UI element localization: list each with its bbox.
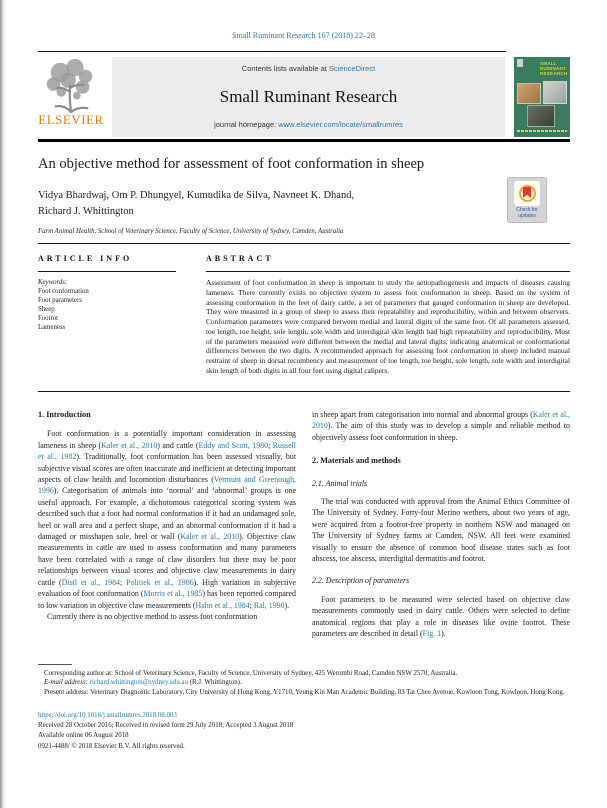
- citation-link[interactable]: Vermunt and Greenough, 1996: [38, 475, 297, 496]
- keywords-label: Keywords:: [38, 279, 68, 286]
- cover-goat-photo: [517, 83, 541, 104]
- abstract-text: Assessment of foot conformation in sheep is important to study the aetiopathogenesis and impacts of diseases causing lameness. There currently exists no objective system to assess foot conformation in sheep. Based on the system of assessing conformation in the feet of dairy cattle, a set of parameters that gauged conformation in sheep are developed. They were measured in a group of sheep to assess their repeatability and reproducibility, within and between observers. Conformation parameters were compared between medial and lateral digits of the same foot. Of all parameters assessed, toe length, toe height, sole length, sole width and interdigital skin length had high repeatability and reproducibility. Most of the parameters measured were different between the medial and lateral digits, indicating anatomical or conformational differences between the two digits. A recommended approach for assessing foot conformation in sheep included manual restraint of sheep in dorsal recumbency and measurement of toe length, toe height, sole length, sole width and interdigital skin length of both digits in all four feet using digital calipers.: [206, 278, 570, 375]
- animal-trials-heading: 2.1. Animal trials: [312, 478, 368, 488]
- corresponding-author-note: Corresponding author at: School of Veterinary Science, Faculty of Science, University of Sydney, 425 Werombi Road, Camden NSW 2570, Australia.: [44, 670, 458, 677]
- intro-paragraph-1: Foot conformation is a potentially important consideration in assessing lameness in sheep (Kaler et al., 2010) and cattle (Eddy and Scott, 1980; Russell et al., 1982). Traditionally, foot conformation has been assessed visually, but subjective visual scores are often inaccurate and inefficient at detecting important aspects of claw health and locomotion disturbances (Vermunt and Greenough, 1996). Categorisation of animals into ‘normal’ and ‘abnormal’ groups is one useful approach. For example, a dichotomous categorical scoring system was described such that a foot had normal conformation if it had an undamaged sole, heel or wall area and a perfect shape, and an abnormal conformation if it had a damaged or misshapen sole, heel or wall (Kaler et al., 2010). Objective claw measurements in cattle are used to assess conformation and many parameters have been correlated with a range of claw disorders but there may be poor relationships between visual scores and objective claw measurements in dairy cattle (Distl et al., 1984; Politiek et al., 1986). High variation in subjective evaluation of foot conformation (Morris et al., 1985) has been reported compared to low variation in objective claw measurements (Hahn et al., 1984; Ral, 1990).: [38, 429, 297, 610]
- keyword-item: Footrot: [38, 314, 59, 322]
- elsevier-tree-icon: [42, 57, 100, 115]
- citation-link[interactable]: Morris et al., 1985: [143, 589, 203, 599]
- citation-link[interactable]: Kaler et al., 2010: [101, 440, 158, 450]
- citation-link[interactable]: Kaler et al., 2010: [312, 410, 570, 431]
- article-title: An objective method for assessment of foot conformation in sheep: [38, 156, 425, 172]
- email-link[interactable]: richard.whittington@sydney.edu.au: [89, 679, 189, 687]
- check-label-line2: updates: [518, 213, 536, 219]
- homepage-prefix: journal homepage:: [214, 120, 279, 129]
- citation-link[interactable]: Hahn et al., 1984: [195, 600, 250, 610]
- sciencedirect-link[interactable]: ScienceDirect: [328, 64, 376, 73]
- article-info-heading: ARTICLE INFO: [38, 254, 133, 263]
- parameters-heading: 2.2. Description of parameters: [312, 576, 410, 586]
- cover-text-strip: [517, 130, 567, 132]
- citation-link[interactable]: Politiek et al., 1986: [126, 577, 194, 587]
- email-label: E-mail address:: [44, 679, 88, 687]
- rule-banner-bottom: [38, 139, 570, 142]
- email-note: [38, 678, 570, 687]
- check-label-line1: Check for: [516, 207, 538, 213]
- check-for-updates-badge[interactable]: [507, 177, 547, 223]
- page-citation: Small Ruminant Research 167 (2018) 22–28: [232, 31, 375, 40]
- email-tail: (R.J. Whittington).: [188, 679, 242, 687]
- footnotes: [38, 669, 570, 697]
- body-column-left: [38, 409, 296, 622]
- journal-banner: [112, 57, 505, 137]
- cover-dark-goat-photo: [527, 105, 555, 127]
- citation-link[interactable]: Eddy and Scott, 1980: [198, 440, 269, 450]
- journal-homepage-link[interactable]: www.elsevier.com/locate/smallrumres: [278, 120, 403, 129]
- received-dates: Received 28 October 2016; Received in revised form 29 July 2018; Accepted 3 August 2018: [38, 722, 294, 730]
- citation-link[interactable]: Ral, 1990: [253, 600, 285, 610]
- abstract-heading: ABSTRACT: [206, 254, 274, 263]
- keyword-item: Foot conformation: [38, 288, 89, 295]
- rule-under-abstract: [38, 391, 570, 392]
- scan-edge: [0, 0, 7, 808]
- intro-paragraph-2: Currently there is no objective method to assess foot conformation: [47, 611, 258, 621]
- journal-cover-thumbnail[interactable]: [514, 57, 570, 137]
- elsevier-wordmark: ELSEVIER: [38, 112, 104, 127]
- homepage-line: [112, 120, 505, 129]
- parameters-paragraph: Foot parameters to be measured were selected based on objective claw measurements commonly used in dairy cattle. Others were selected to define anatomical regions that play a role in diseases like ovine footrot. These parameters are described in detail (Fig. 1).: [312, 594, 570, 639]
- methods-heading: 2. Materials and methods: [312, 456, 401, 466]
- intro-continued-paragraph: in sheep apart from categorisation into normal and abnormal groups (Kaler et al., 2010). The aim of this study was to develop a simple and reliable method to objectively assess foot conformation in sheep.: [312, 410, 570, 442]
- animal-trials-paragraph: The trial was conducted with approval from the Animal Ethics Committee of The University of Sydney. Forty-four Merino wethers, about two years of age, were acquired from a footrot-free property in northern NSW and managed on The University of Sydney farms at Camden, NSW. All feet were examined visually to ensure the absence of common hoof disease states such as foot abscess, toe abscess, interdigital dermatitis and footrot.: [312, 497, 570, 564]
- body-column-right: [312, 409, 570, 640]
- contents-line: [112, 64, 505, 73]
- intro-heading: 1. Introduction: [38, 410, 91, 419]
- issn-copyright: 0921-4488/ © 2018 Elsevier B.V. All rights reserved.: [38, 742, 185, 750]
- doi-link[interactable]: https://doi.org/10.1016/j.smallrumres.2018.08.003: [38, 712, 177, 719]
- footnote-rule: [38, 664, 72, 665]
- citation-link[interactable]: Kaler et al., 2010: [180, 532, 240, 542]
- rule-abstract: [206, 271, 570, 272]
- cover-sheep-photo: [543, 81, 567, 104]
- citation-link[interactable]: Russell et al., 1982: [38, 440, 297, 462]
- citation-link[interactable]: Fig. 1: [422, 629, 442, 639]
- keyword-item: Foot parameters: [38, 296, 82, 304]
- affiliation: Farm Animal Health, School of Veterinary Science, Faculty of Science, University of Sydney, Camden, Australia: [38, 228, 344, 235]
- check-for-updates-label: [508, 207, 546, 219]
- authors-line-2: Richard J. Whittington: [38, 206, 134, 217]
- rule-top: [38, 51, 506, 52]
- available-online: Available online 06 August 2018: [38, 732, 129, 740]
- rule-under-affiliation: [38, 243, 570, 244]
- cover-publisher-mark-icon: [517, 59, 523, 67]
- article-footer: [38, 711, 570, 752]
- contents-line-prefix: Contents lists available at: [241, 64, 329, 73]
- authors-line-1: Vidya Bhardwaj, Om P. Dhungyel, Kumudika de Silva, Navneet K. Dhand,: [38, 190, 355, 201]
- cover-title: SMALL RUMINANT RESEARCH: [540, 61, 568, 77]
- present-address-note: Present address: Veterinary Diagnostic Laboratory, City University of Hong Kong, Y1710, Yeung Kin Man Academic Building, 83 Tat Chee Avenue, Kowloon Tong, Kowloon, Hong Kong.: [44, 688, 565, 696]
- keyword-item: Sheep: [38, 305, 55, 313]
- keyword-item: Lameness: [38, 323, 66, 331]
- check-for-updates-icon: [514, 181, 540, 206]
- citation-link[interactable]: Distl et al., 1984: [61, 577, 120, 587]
- rule-article-info: [38, 271, 176, 272]
- journal-title: Small Ruminant Research: [219, 86, 398, 106]
- keywords-list: [38, 288, 188, 333]
- elsevier-logo[interactable]: [35, 57, 107, 137]
